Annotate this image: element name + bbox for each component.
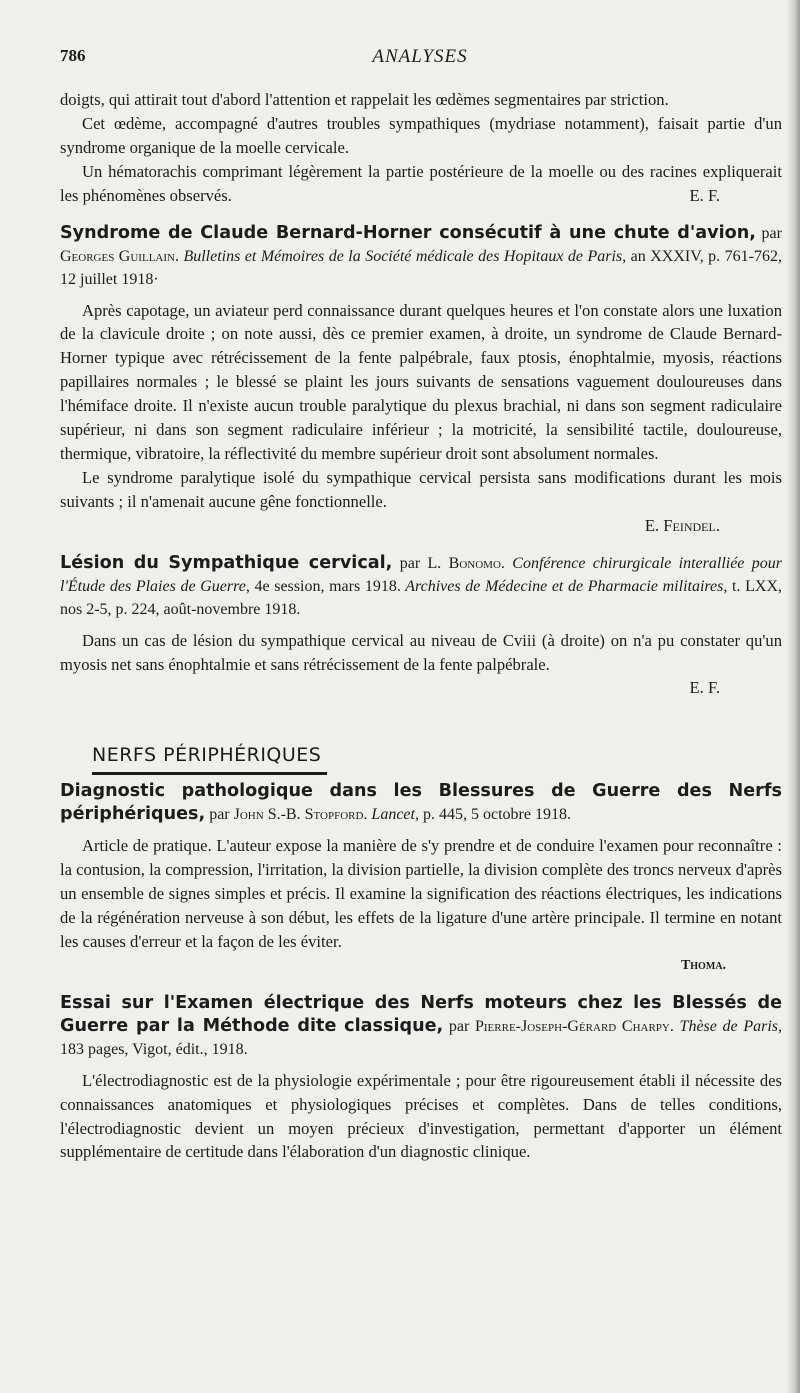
intro-paragraph-3 [60,160,782,208]
page-header [60,46,780,74]
article-horner-by: par [755,224,782,242]
article-diagnostic-heading [60,780,782,826]
article-diagnostic-abstract [60,834,782,977]
page-edge-shadow [786,0,800,1393]
article-horner-heading [60,222,782,291]
article-examen-electrique-by: par [443,1017,475,1035]
article-horner-paragraph-1: Après capotage, un aviateur perd connaissance durant quelques heures et l'on constate alors une luxation de la clavicule droite ; on note aussi, dès ce premier examen, à droite, un syndrome de Claude Bernard-Horner typique avec rétrécissement de la fente palpébrale, faux ptosis, énophtalmie, myosis, réactions papillaires normales ; le blessé se plaint les jours suivants de sensations vaguement douloureuses dans l'hémiface droite. Il n'existe aucun trouble paralytique du plexus brachial, ni dans son segment radiculaire supérieur, ni dans son segment radiculaire inférieur ; la motricité, la sensibilité tactile, douloureuse, thermique, vibratoire, la réflectivité du membre supérieur droit sont absolument normales. [60,300,782,463]
article-sympathique-paragraph-1: Dans un cas de lésion du sympathique cervical au niveau de Cviii (à droite) on n'a pu constater qu'un myosis net sans énophtalmie et sans rétrécissement de la fente palpébrale. [60,630,782,674]
article-diagnostic-journal: Lancet, [367,806,419,824]
article-examen-electrique-paragraph-1: L'électrodiagnostic est de la physiologie expérimentale ; pour être rigoureusement établi il nécessite des connaissances anatomiques et physiologiques précises et complètes. Dans de telles conditions, l'électrodiagnostic devient un moyen précieux d'investigation, permettant d'apporter un élément supplémentaire de certitude dans l'élaboration d'un diagnostic clinique. [60,1070,782,1162]
article-diagnostic-signature: Thoma. [680,957,726,973]
article-sympathique [60,552,782,701]
article-examen-electrique [60,992,782,1165]
article-examen-electrique-author: Pierre-Joseph-Gérard Charpy. [475,1017,674,1035]
article-horner-paragraph-2: Le syndrome paralytique isolé du sympathique cervical persista sans modifications durant les mois suivants ; il n'amenait aucune gêne fonctionnelle. [60,467,782,511]
article-horner-signature: E. Feindel. [644,515,720,535]
article-diagnostic-details: p. 445, 5 octobre 1918. [418,806,571,824]
article-horner-journal: Bulletins et Mémoires de la Société médicale des Hopitaux de Paris, [178,247,627,265]
article-horner-details: an XXXIV, p. 761-762, 12 juillet 1918· [60,247,782,288]
intro-paragraph-3-text: Un hématorachis comprimant légèrement la partie postérieure de la moelle ou des racines expliquerait les phénomènes observés. [60,161,782,205]
article-sympathique-details-2: t. LXX, nos 2-5, p. 224, août-novembre 1918. [60,577,783,618]
article-sympathique-journal-2: Archives de Médecine et de Pharmacie militaires, [400,577,728,595]
article-examen-electrique-heading [60,992,782,1061]
article-sympathique-heading [60,552,782,621]
article-examen-electrique-abstract [60,1069,782,1165]
article-examen-electrique-journal: Thèse de Paris, [673,1017,782,1035]
article-diagnostic-author: John S.-B. Stopford. [233,806,368,824]
intro-paragraph-2: Cet œdème, accompagné d'autres troubles sympathiques (mydriase notamment), faisait partie d'un syndrome organique de la moelle cervicale. [60,113,782,157]
section-heading-wrap [60,700,782,767]
page-body [60,88,782,1164]
intro-signature: E. F. [689,185,720,205]
article-sympathique-signature: E. F. [689,678,720,698]
article-sympathique-author: L. Bonomo. [427,554,505,572]
article-diagnostic [60,780,782,977]
article-examen-electrique-title: Essai sur l'Examen électrique des Nerfs moteurs chez les Blessés de Guerre par la Méthode dite classique, [60,992,782,1036]
article-sympathique-abstract [60,629,782,701]
article-sympathique-by: par [392,554,428,572]
page-number: 786 [60,46,86,65]
article-examen-electrique-details: 183 pages, Vigot, édit., 1918. [60,1040,248,1058]
article-diagnostic-by: par [205,806,234,824]
article-horner-author: Georges Guillain. [60,247,179,265]
intro-paragraph-1: doigts, qui attirait tout d'abord l'attention et rappelait les œdèmes segmentaires par striction. [60,90,669,109]
article-sympathique-journal: Conférence chirurgicale interalliée pour l'Étude des Plaies de Guerre, [60,554,783,595]
article-horner-title: Syndrome de Claude Bernard-Horner consécutif à une chute d'avion, [60,222,756,243]
article-diagnostic-title: Diagnostic pathologique dans les Blessures de Guerre des Nerfs périphériques, [60,781,782,825]
article-diagnostic-paragraph-1: Article de pratique. L'auteur expose la manière de s'y prendre et de conduire l'examen pour reconnaître : la contusion, la compression, l'irritation, la division partielle, la division complète des troncs nerveux d'après un ensemble de signes simples et précis. Il examine la signification des réactions électriques, les indications de la régénération nerveuse à son début, les effets de la ligature d'une artère principale. Il termine en notant les causes d'erreur et la façon de les éviter. [60,836,782,951]
article-sympathique-title: Lésion du Sympathique cervical, [60,552,393,573]
article-horner-abstract [60,299,782,538]
section-heading: NERFS PÉRIPHÉRIQUES [92,744,327,775]
article-horner [60,222,782,538]
article-sympathique-details-1: 4e session, mars 1918. [249,577,401,595]
running-title: ANALYSES [372,46,468,67]
